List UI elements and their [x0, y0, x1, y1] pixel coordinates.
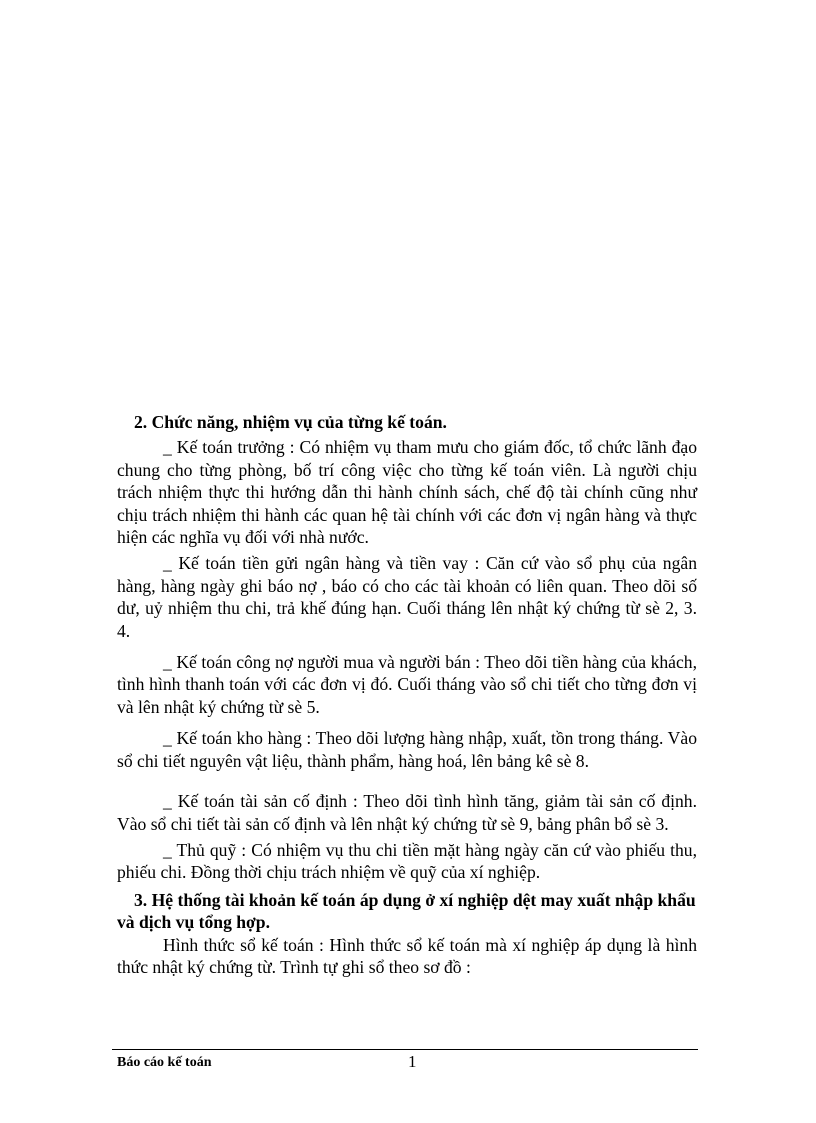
paragraph-receivables-payables-accountant: _ Kế toán công nợ người mua và người bán : Theo dõi tiền hàng của khách, tình hình thanh toán với các đơn vị đó. Cuối tháng vào sổ chi tiết cho từng đơn vị và lên nhật ký chứng từ sè 5.	[117, 652, 697, 717]
paragraph-fixed-assets-accountant: _ Kế toán tài sản cố định : Theo dõi tình hình tăng, giảm tài sản cố định. Vào sổ chi tiết tài sản cố định và lên nhật ký chứng từ sè 9, bảng phân bổ sè 3.	[117, 791, 697, 834]
page-number: 1	[408, 1052, 417, 1071]
paragraph-bank-deposit-accountant: _ Kế toán tiền gửi ngân hàng và tiền vay : Căn cứ vào sổ phụ của ngân hàng, hàng ngày ghi báo nợ , báo có cho các tài khoản có liên quan. Theo dõi số dư, uỷ nhiệm thu chi, trả khế đúng hạn. Cuối tháng lên nhật ký chứng từ sè 2, 3. 4.	[117, 553, 697, 641]
page-body	[117, 411, 697, 978]
footer-divider	[112, 1049, 698, 1050]
paragraph-chief-accountant: _ Kế toán trưởng : Có nhiệm vụ tham mưu cho giám đốc, tổ chức lãnh đạo chung cho từng phòng, bố trí công việc cho từng kế toán viên. Là người chịu trách nhiệm thực thi hướng dẫn thi hành chính sách, chế độ tài chính cũng như chịu trách nhiệm thi hành các quan hệ tài chính với các đơn vị ngân hàng và thực hiện các nghĩa vụ đối với nhà nước.	[117, 437, 697, 548]
section-3-heading: 3. Hệ thống tài khoản kế toán áp dụng ở xí nghiệp dệt may xuất nhập khẩu và dịch vụ tổng hợp.	[117, 889, 696, 933]
paragraph-treasurer: _ Thủ quỹ : Có nhiệm vụ thu chi tiền mặt hàng ngày căn cứ vào phiếu thu, phiếu chi. Đồng thời chịu trách nhiệm về quỹ của xí nghiệp.	[117, 839, 697, 883]
footer-title: Báo cáo kế toán	[117, 1055, 212, 1070]
section-2-heading: 2. Chức năng, nhiệm vụ của từng kế toán.	[134, 412, 447, 432]
paragraph-warehouse-accountant: _ Kế toán kho hàng : Theo dõi lượng hàng nhập, xuất, tồn trong tháng. Vào sổ chi tiết nguyên vật liệu, thành phẩm, hàng hoá, lên bảng kê sè 8.	[117, 728, 697, 771]
paragraph-bookkeeping-form: Hình thức sổ kế toán : Hình thức sổ kế toán mà xí nghiệp áp dụng là hình thức nhật ký chứng từ. Trình tự ghi sổ theo sơ đồ :	[117, 934, 697, 977]
